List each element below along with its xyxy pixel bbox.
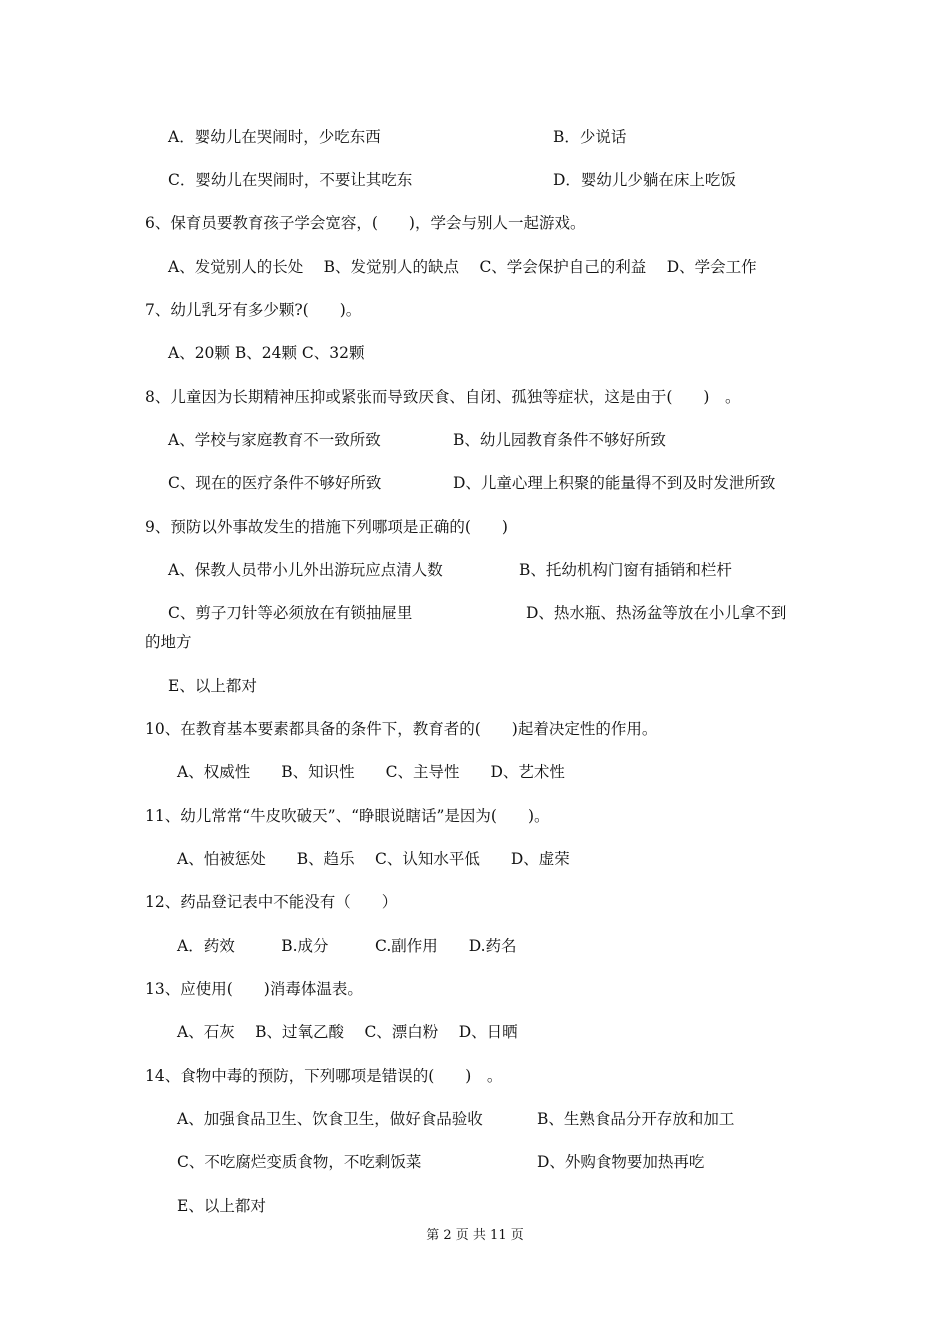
q8-options-row-2 bbox=[0, 468, 950, 498]
q5-option-d: D．婴幼儿少躺在床上吃饭 bbox=[553, 171, 736, 189]
q9-option-b: B、托幼机构门窗有插销和栏杆 bbox=[519, 561, 732, 579]
q8-stem-row bbox=[0, 382, 950, 412]
q6-stem-row bbox=[0, 208, 950, 238]
q9-option-d: D、热水瓶、热汤盆等放在小儿拿不到 bbox=[526, 604, 787, 622]
q14-option-c: C、不吃腐烂变质食物，不吃剩饭菜 bbox=[177, 1153, 422, 1171]
q8-option-a: A、学校与家庭教育不一致所致 bbox=[168, 431, 381, 449]
q6-options-row bbox=[0, 252, 950, 282]
page-number-footer: 第 2 页 共 11 页 bbox=[426, 1228, 524, 1243]
q14-options-row-1 bbox=[0, 1104, 950, 1134]
q8-stem: 8、儿童因为长期精神压抑或紧张而导致厌食、自闭、孤独等症状，这是由于( ) 。 bbox=[145, 388, 741, 406]
q6-stem: 6、保育员要教育孩子学会宽容，( )，学会与别人一起游戏。 bbox=[145, 214, 586, 232]
q14-stem: 14、食物中毒的预防，下列哪项是错误的( ) 。 bbox=[145, 1067, 503, 1085]
q13-options: A、石灰 B、过氧乙酸 C、漂白粉 D、日晒 bbox=[177, 1023, 518, 1041]
q6-options: A、发觉别人的长处 B、发觉别人的缺点 C、学会保护自己的利益 D、学会工作 bbox=[168, 258, 757, 276]
q9-options-row-2-continued bbox=[0, 627, 950, 657]
q8-option-b: B、幼儿园教育条件不够好所致 bbox=[453, 431, 666, 449]
q13-stem-row bbox=[0, 974, 950, 1004]
q11-options: A、怕被惩处 B、趋乐 C、认知水平低 D、虚荣 bbox=[177, 850, 570, 868]
q9-option-c: C、剪子刀针等必须放在有锁抽屉里 bbox=[168, 604, 413, 622]
q14-option-a: A、加强食品卫生、饮食卫生，做好食品验收 bbox=[177, 1110, 483, 1128]
q14-options-row-2 bbox=[0, 1147, 950, 1177]
q13-options-row bbox=[0, 1017, 950, 1047]
q7-stem: 7、幼儿乳牙有多少颗?( )。 bbox=[145, 301, 362, 319]
q7-options-row bbox=[0, 338, 950, 368]
q5-option-c: C．婴幼儿在哭闹时，不要让其吃东 bbox=[168, 171, 413, 189]
q14-options-row-3 bbox=[0, 1191, 950, 1221]
q7-stem-row bbox=[0, 295, 950, 325]
q5-options-row-2 bbox=[0, 165, 950, 195]
q11-stem: 11、幼儿常常“牛皮吹破天”、“睁眼说瞎话”是因为( )。 bbox=[145, 807, 550, 825]
q9-stem-row bbox=[0, 512, 950, 542]
q14-option-e: E、以上都对 bbox=[177, 1197, 266, 1215]
q14-option-b: B、生熟食品分开存放和加工 bbox=[537, 1110, 735, 1128]
q8-options-row-1 bbox=[0, 425, 950, 455]
q10-options: A、权威性 B、知识性 C、主导性 D、艺术性 bbox=[177, 763, 565, 781]
q10-stem: 10、在教育基本要素都具备的条件下，教育者的( )起着决定性的作用。 bbox=[145, 720, 658, 738]
q12-options-row bbox=[0, 931, 950, 961]
q7-options: A、20颗 B、24颗 C、32颗 bbox=[168, 344, 365, 362]
q9-options-row-3 bbox=[0, 671, 950, 701]
q10-stem-row bbox=[0, 714, 950, 744]
q8-option-d: D、儿童心理上积聚的能量得不到及时发泄所致 bbox=[453, 474, 776, 492]
q12-options: A．药效 B.成分 C.副作用 D.药名 bbox=[177, 937, 517, 955]
q5-options-row-1 bbox=[0, 122, 950, 152]
q5-option-a: A．婴幼儿在哭闹时，少吃东西 bbox=[168, 128, 381, 146]
q13-stem: 13、应使用( )消毒体温表。 bbox=[145, 980, 363, 998]
q9-option-a: A、保教人员带小儿外出游玩应点清人数 bbox=[168, 561, 443, 579]
q8-option-c: C、现在的医疗条件不够好所致 bbox=[168, 474, 382, 492]
q12-stem-row bbox=[0, 887, 950, 917]
q9-option-d-continued: 的地方 bbox=[145, 633, 192, 651]
q11-options-row bbox=[0, 844, 950, 874]
q11-stem-row bbox=[0, 801, 950, 831]
q14-stem-row bbox=[0, 1061, 950, 1091]
q9-option-e: E、以上都对 bbox=[168, 677, 257, 695]
q5-option-b: B．少说话 bbox=[553, 128, 627, 146]
q14-option-d: D、外购食物要加热再吃 bbox=[537, 1153, 705, 1171]
q9-options-row-2 bbox=[0, 598, 950, 628]
q12-stem: 12、药品登记表中不能没有（ ） bbox=[145, 893, 398, 911]
q10-options-row bbox=[0, 757, 950, 787]
q9-stem: 9、预防以外事故发生的措施下列哪项是正确的( ) bbox=[145, 518, 508, 536]
q9-options-row-1 bbox=[0, 555, 950, 585]
